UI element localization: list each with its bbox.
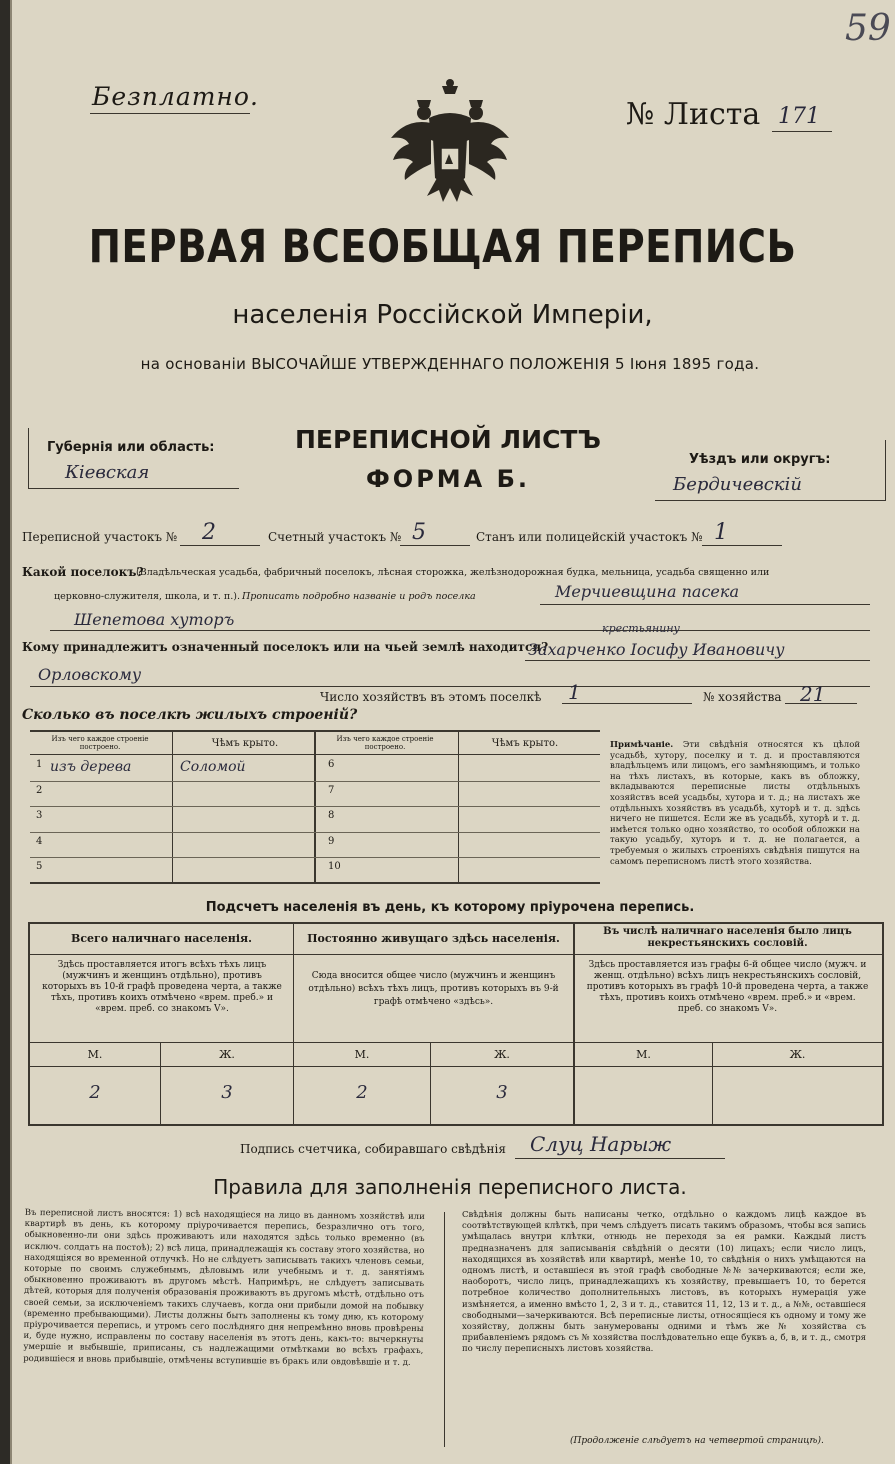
- buildings-row-number: 3: [36, 810, 43, 821]
- settlement-question: Какой поселокъ?: [22, 565, 144, 579]
- buildings-note-title: Примѣчаніе.: [610, 740, 674, 750]
- count-col1-m-label: М.: [87, 1048, 103, 1061]
- buildings-row-rule: [30, 781, 600, 782]
- household-number-value: 21: [800, 682, 826, 706]
- buildings-divider-mid: [314, 732, 316, 882]
- owner-value-2: Орловскому: [38, 665, 142, 684]
- page-title: ПЕРВАЯ ВСЕОБЩАЯ ПЕРЕПИСЬ: [88, 220, 797, 273]
- rules-continued: (Продолженіе слѣдуетъ на четвертой страницѣ).: [570, 1436, 824, 1446]
- census-area-label: Переписной участокъ №: [22, 530, 178, 544]
- buildings-row-rule: [30, 857, 600, 858]
- buildings-note: [610, 740, 860, 867]
- count-col3-desc: Здѣсь проставляется изъ графы 6-й общее число (мужч. и женщ. отдѣльно) всѣхъ лицъ некрестьянскихъ сословій, противъ которыхъ въ графѣ 10-й проведена черта, а также тѣхъ, противъ коихъ отмѣчено «врем. преб.» и «врем. преб. со знакомъ V».: [586, 960, 869, 1014]
- buildings-col-material: Изъ чего каждое строеніе построено.: [51, 735, 149, 751]
- rules-left-text: Въ переписной листъ вносятся: 1) всѣ находящіеся на лицо въ данномъ хозяйствѣ или квартирѣ въ день, къ которому пріурочивается перепись, безразлично отъ того, обыкновенно-ли они здѣсь проживаютъ или находятся здѣсь только временно (въ исключ. солдатъ на постоѣ); 2) всѣ лица, принадлежащія къ составу этого хозяйства, но находящіяся во временной отлучкѣ. Но не слѣдуетъ записывать такихъ членовъ семьи, которые по своимъ служебнымъ, дѣловымъ или учебнымъ и т. д. занятіямъ обыкновенно проживаютъ въ другомъ мѣстѣ. Напримѣръ, не слѣдуетъ записывать дѣтей, которыя для полученія образованія проживаютъ въ другомъ мѣстѣ, отдѣльно отъ своей семьи, за исключеніемъ такихъ случаевъ, когда они прибыли домой на побывку (временно пребывающими). Листы должны быть заполнены къ тому дню, къ которому пріурочивается перепись, и утромъ сего послѣдняго дня непремѣнно вновь провѣрены и, буде нужно, исправлены по составу населенія въ этотъ день, какъ-то: вычеркнуты умершіе и выбывшіе, приписаны, съ надлежащими отмѣтками во всѣхъ графахъ, родившіеся и вновь прибывшіе, отмѣчены вступившіе въ бракъ или овдовѣвшіе и т. д.: [23, 1207, 425, 1368]
- settlement-value-2: Шепетова хуторъ: [74, 610, 235, 629]
- buildings-row-number: 5: [36, 861, 43, 872]
- count-col2-desc: Сюда вносится общее число (мужчинъ и женщинъ отдѣльно) всѣхъ тѣхъ лицъ, противъ которыхъ въ 9-й графѣ отмѣчено «здѣсь».: [308, 971, 559, 1007]
- province-label: Губернія или область:: [47, 440, 215, 455]
- count-col2-head: Постоянно живущаго здѣсь населенія.: [307, 932, 560, 945]
- count-table: [28, 922, 884, 1126]
- settlement-line-2: [50, 630, 870, 631]
- district-value: Бердичевскій: [673, 474, 802, 495]
- count-area-line: [400, 545, 470, 546]
- settlement-instruction: Прописать подробно названіе и родъ поселка: [242, 591, 476, 602]
- sheet-number-value: 171: [778, 104, 820, 129]
- stan-label: Станъ или полицейскій участокъ №: [476, 530, 703, 544]
- buildings-row-number: 2: [36, 784, 43, 796]
- buildings-divider-b: [458, 732, 459, 882]
- count-col3-head: Въ числѣ наличнаго населенія было лицъ некрестьянскихъ сословій.: [603, 926, 852, 949]
- free-underline: [90, 113, 250, 114]
- owner-value-1: Захарченко Іосифу Ивановичу: [528, 640, 785, 659]
- buildings-row-roof: Соломой: [180, 759, 246, 775]
- rules-divider: [444, 1212, 445, 1447]
- count-col1-desc: Здѣсь проставляется итогъ всѣхъ тѣхъ лицъ (мужчинъ и женщинъ отдѣльно), противъ которыхъ въ 10-й графѣ проведена черта, а также тѣхъ, противъ коихъ отмѣчено «врем. преб.» и «врем. преб. со знакомъ V».: [42, 960, 282, 1014]
- buildings-col-roof-2: Чѣмъ крыто.: [491, 738, 559, 749]
- buildings-row-rule: [30, 806, 600, 807]
- form-name: ФОРМА Б.: [365, 465, 530, 493]
- count-col2-male: 2: [356, 1082, 368, 1103]
- count-col1-f-label: Ж.: [219, 1048, 235, 1061]
- sheet-number-line: [772, 131, 832, 132]
- signature-label: Подпись счетчика, собиравшаго свѣдѣнія: [240, 1142, 506, 1156]
- count-col1-head: Всего наличнаго населенія.: [71, 932, 252, 945]
- households-line: [562, 703, 692, 704]
- buildings-row-rule: [30, 832, 600, 833]
- count-header-rule: [30, 954, 882, 955]
- buildings-row-number: 7: [328, 784, 335, 796]
- legal-basis: на основаніи ВЫСОЧАЙШЕ УТВЕРЖДЕННАГО ПОЛОЖЕНІЯ 5 Іюня 1895 года.: [140, 355, 760, 373]
- count-col1-female: 3: [221, 1082, 233, 1103]
- census-area-value: 2: [202, 520, 216, 545]
- count-desc-rule: [30, 1042, 882, 1043]
- count-col3-m-label: М.: [636, 1048, 651, 1061]
- buildings-row-number: 6: [328, 759, 335, 770]
- buildings-col-roof: Чѣмъ крыто.: [211, 738, 279, 749]
- buildings-note-text: Эти свѣдѣнія относятся къ цѣлой усадьбѣ, хутору, поселку и т. д. и проставляются владѣльцемъ или лицомъ, его замѣняющимъ, и только на тѣхъ листахъ, въ которые, какъ въ обложку, вкладываются переписные листы отдѣльныхъ хозяйствъ всей усадьбы, хутора и т. д.; на листахъ же отдѣльныхъ хозяйствъ въ усадьбѣ, хуторѣ и т. д. здѣсь ничего не пишется. Если же въ усадьбѣ, хуторѣ и т. д. имѣется только одно хозяйство, то особой обложки на такую усадьбу, хуторъ и т. д. не полагается, а требуемыя о жилыхъ строеніяхъ свѣдѣнія пишутся на самомъ переписномъ листѣ этого хозяйства.: [610, 740, 860, 867]
- settlement-line-1: [540, 604, 870, 605]
- rules-right-text: Свѣдѣнія должны быть написаны четко, отдѣльно о каждомъ лицѣ каждое въ соотвѣтствующей клѣткѣ, при чемъ слѣдуетъ писать такимъ образомъ, чтобы вся запись умѣщалась внутри клѣтки, отнюдь не переходя за ея рамки. Каждый листъ предназначенъ для записыванія свѣдѣній о десяти (10) лицахъ; если число лицъ, находящихся въ хозяйствѣ или квартирѣ, менѣе 10, то свѣдѣнія о нихъ умѣщаются на одномъ листѣ, и оставшіеся въ этой графѣ свободные №№ зачеркиваются; если же, наоборотъ, число лицъ, принадлежащихъ къ хозяйству, превышаетъ 10, то берется потребное количество дополнительныхъ листовъ, въ которыхъ нумерація уже измѣняется, а именно вмѣсто 1, 2, 3 и т. д., ставится 11, 12, 13 и т. д., а №№, оставшіеся свободными—зачеркиваются. Всѣ переписные листы, относящіеся къ одному и тому же хозяйству, должны быть занумерованы одними и тѣмъ же № хозяйства съ прибавленіемъ рядомъ съ № хозяйства послѣдовательно еще буквъ а, б, в, и т. д., смотря по числу переписныхъ листовъ хозяйства.: [462, 1210, 866, 1355]
- province-box: [28, 428, 239, 489]
- count-col3-f-label: Ж.: [789, 1048, 806, 1061]
- owner-line-2: [30, 686, 870, 687]
- buildings-divider-a: [172, 732, 173, 882]
- sheet-title: ПЕРЕПИСНОЙ ЛИСТЪ: [295, 425, 601, 454]
- count-mf-rule: [30, 1066, 882, 1067]
- binding-edge: [10, 0, 12, 1464]
- buildings-question: Сколько въ поселкѣ жилыхъ строеній?: [22, 707, 358, 723]
- count-col2-m-label: М.: [354, 1048, 370, 1061]
- free-label: Безплатно.: [92, 82, 259, 111]
- buildings-row-number: 8: [328, 810, 335, 821]
- sheet-number-label: № Листа: [626, 97, 761, 132]
- signature-value: Слуц Нарыж: [530, 1132, 672, 1156]
- rules-title: Правила для заполненія переписного листа.: [213, 1175, 687, 1199]
- census-area-line: [180, 545, 260, 546]
- stan-line: [702, 545, 782, 546]
- settlement-value-1: Мерчиевщина пасека: [555, 582, 739, 601]
- count-col1-male: 2: [89, 1082, 101, 1103]
- households-value: 1: [568, 680, 581, 704]
- district-box: [655, 440, 886, 501]
- buildings-row-number: 4: [36, 835, 43, 847]
- count-area-value: 5: [412, 520, 426, 545]
- buildings-row-number: 1: [36, 759, 43, 770]
- settlement-hint: (Владѣльческая усадьба, фабричный поселокъ, лѣсная сторожка, желѣзнодорожная будка, мельница, усадьба священно или: [136, 567, 770, 578]
- page-subtitle: населенія Россійской Имперіи,: [232, 300, 653, 330]
- count-area-label: Счетный участокъ №: [268, 530, 402, 544]
- district-label: Уѣздъ или округъ:: [689, 452, 831, 467]
- province-value: Кіевская: [65, 462, 150, 483]
- count-col2-f-label: Ж.: [494, 1048, 510, 1061]
- count-col2-female: 3: [496, 1082, 508, 1103]
- owner-line-1: [525, 660, 870, 661]
- census-sheet: [10, 0, 895, 1464]
- signature-line: [515, 1158, 725, 1159]
- settlement-hint-2: церковно-служителя, школа, и т. п.).: [54, 591, 240, 602]
- owner-value-note: крестьянину: [602, 622, 680, 635]
- imperial-eagle-emblem: [387, 78, 513, 210]
- count-title: Подсчетъ населенія въ день, къ которому пріурочена перепись.: [205, 900, 695, 915]
- household-number-label: № хозяйства: [703, 690, 782, 704]
- buildings-row-number: 10: [328, 861, 341, 872]
- buildings-row-material: изъ дерева: [50, 759, 132, 775]
- buildings-col-material-2: Изъ чего каждое строеніе построено.: [336, 735, 434, 751]
- owner-question: Кому принадлежитъ означенный поселокъ или на чьей землѣ находится?: [22, 640, 549, 654]
- household-number-line: [785, 703, 857, 704]
- households-label: Число хозяйствъ въ этомъ поселкѣ: [320, 690, 542, 704]
- buildings-row-number: 9: [328, 835, 335, 847]
- buildings-table: [30, 730, 600, 884]
- corner-page-mark: 59: [845, 8, 891, 49]
- stan-value: 1: [714, 520, 728, 545]
